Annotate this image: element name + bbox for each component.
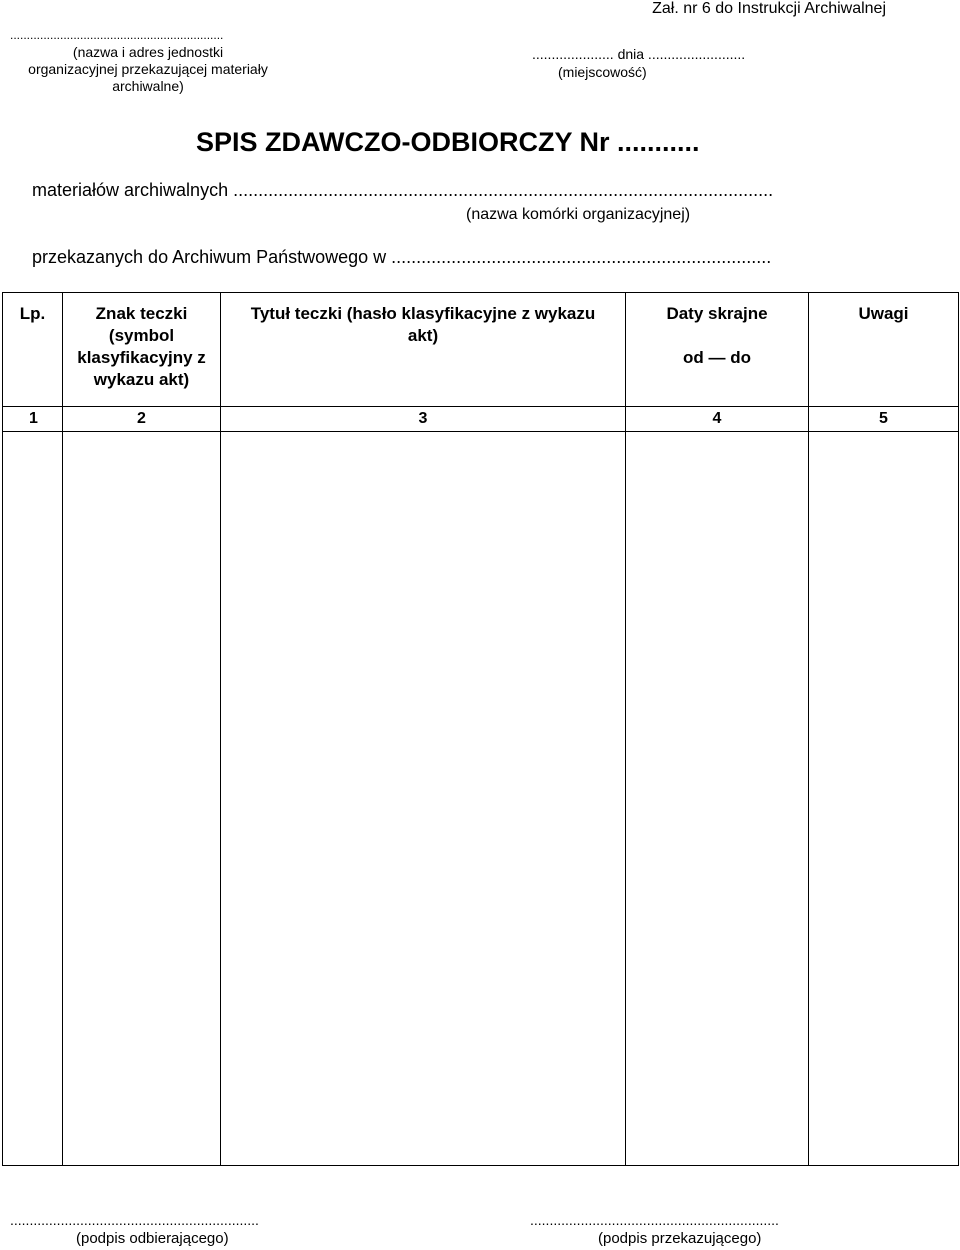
inventory-table: [2, 292, 959, 1166]
header-file-sign: Znak teczki (symbol klasyfikacyjny z wykazu akt): [63, 293, 221, 407]
archive-line: przekazanych do Archiwum Państwowego w ............................................................................: [32, 247, 772, 267]
unit-name-caption: (nazwa komórki organizacyjnej): [466, 206, 691, 223]
column-number: 1: [3, 407, 63, 432]
unit-dots-line: ................................................................: [10, 28, 224, 42]
unit-caption: (nazwa i adres jednostki organizacyjnej przekazującej materiały archiwalne): [28, 44, 268, 94]
document-title: SPIS ZDAWCZO-ODBIORCZY Nr ...........: [196, 127, 700, 157]
table-header-row: [3, 293, 959, 407]
empty-cell-sign[interactable]: [63, 432, 221, 1166]
header-dates-from-to: od — do: [683, 348, 751, 367]
column-number: 2: [63, 407, 221, 432]
header-date-range: [626, 293, 809, 407]
empty-cell-dates[interactable]: [626, 432, 809, 1166]
date-line: ..................... dnia .........................: [532, 46, 746, 62]
empty-cell-lp[interactable]: [3, 432, 63, 1166]
column-number: 5: [809, 407, 959, 432]
receiver-signature-line: ................................................................: [10, 1212, 259, 1228]
place-caption: (miejscowość): [558, 64, 647, 80]
header-dates-label: Daty skrajne: [666, 304, 768, 323]
receiver-signature-caption: (podpis odbierającego): [76, 1230, 229, 1247]
materials-line: materiałów archiwalnych ............................................................................................................: [32, 180, 774, 200]
header-lp: Lp.: [3, 293, 63, 407]
empty-cell-title[interactable]: [221, 432, 626, 1166]
header-file-title: Tytuł teczki (hasło klasyfikacyjne z wykazu akt): [221, 293, 626, 407]
column-number-row: [3, 407, 959, 432]
column-number: 4: [626, 407, 809, 432]
table-body-row: [3, 432, 959, 1166]
transferor-signature-caption: (podpis przekazującego): [598, 1230, 762, 1247]
header-remarks: Uwagi: [809, 293, 959, 407]
transferor-signature-line: ................................................................: [530, 1212, 779, 1228]
annex-label: Zał. nr 6 do Instrukcji Archiwalnej: [652, 0, 886, 17]
column-number: 3: [221, 407, 626, 432]
empty-cell-remarks[interactable]: [809, 432, 959, 1166]
